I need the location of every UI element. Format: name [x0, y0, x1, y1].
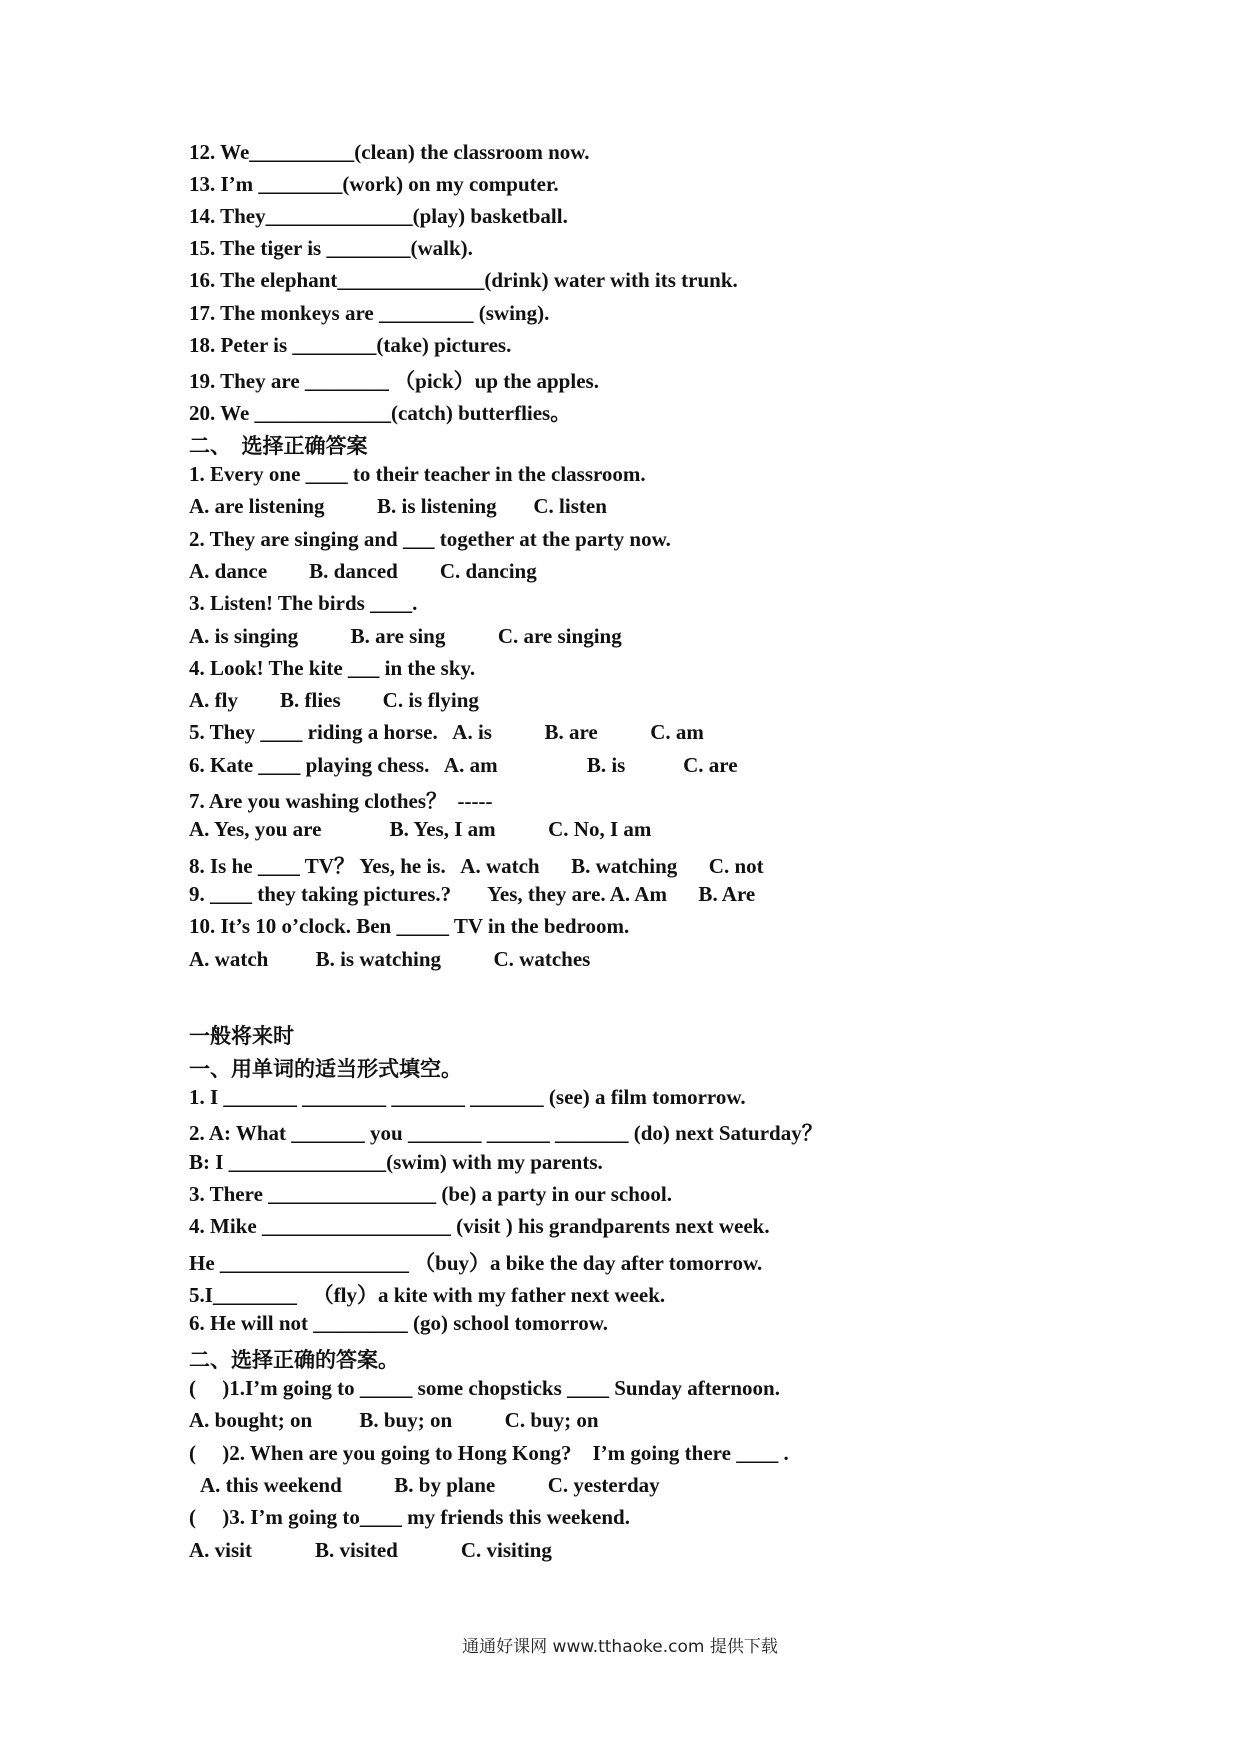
section-heading-choice-2: 二、选择正确的答案。 [189, 1348, 399, 1372]
question-14: 14. They______________(play) basketball. [189, 204, 568, 228]
question-18: 18. Peter is ________(take) pictures. [189, 333, 512, 357]
section-heading-fill-blank: 一、用单词的适当形式填空。 [189, 1057, 462, 1081]
footer-download-source: 通通好课网 www.tthaoke.com 提供下载 [462, 1637, 778, 1657]
future-question-4a: 4. Mike __________________ (visit ) his grandparents next week. [189, 1214, 770, 1238]
future-question-6: 6. He will not _________ (go) school tomorrow. [189, 1311, 608, 1335]
question-20: 20. We _____________(catch) butterflies。 [189, 401, 572, 425]
choice-options-1: A. are listening B. is listening C. listen [189, 494, 607, 518]
future-choice-question-1: ( )1.I’m going to _____ some chopsticks ____ Sunday afternoon. [189, 1376, 780, 1400]
future-question-2b: B: I _______________(swim) with my parents. [189, 1150, 603, 1174]
choice-question-9: 9. ____ they taking pictures.? Yes, they are. A. Am B. Are [189, 882, 756, 906]
future-question-2a: 2. A: What _______ you _______ ______ _______ (do) next Saturday？ [189, 1121, 823, 1145]
future-choice-options-1: A. bought; on B. buy; on C. buy; on [189, 1408, 599, 1432]
future-choice-question-2: ( )2. When are you going to Hong Kong? I’m going there ____ . [189, 1441, 789, 1465]
future-choice-options-2: A. this weekend B. by plane C. yesterday [200, 1473, 660, 1497]
section-heading-choice-1: 二、 选择正确答案 [189, 434, 368, 458]
future-question-1: 1. I _______ ________ _______ _______ (see) a film tomorrow. [189, 1085, 746, 1109]
future-question-4b: He __________________ （buy）a bike the day after tomorrow. [189, 1251, 763, 1275]
future-choice-question-3: ( )3. I’m going to____ my friends this weekend. [189, 1505, 630, 1529]
choice-options-7: A. Yes, you are B. Yes, I am C. No, I am [189, 817, 652, 841]
question-13: 13. I’m ________(work) on my computer. [189, 172, 559, 196]
future-question-3: 3. There ________________ (be) a party in our school. [189, 1182, 673, 1206]
choice-question-8: 8. Is he ____ TV？ Yes, he is. A. watch B. watching C. not [189, 854, 764, 878]
section-title-future-tense: 一般将来时 [189, 1024, 294, 1048]
choice-question-3: 3. Listen! The birds ____. [189, 591, 418, 615]
future-choice-options-3: A. visit B. visited C. visiting [189, 1538, 552, 1562]
question-16: 16. The elephant______________(drink) water with its trunk. [189, 268, 738, 292]
choice-question-7: 7. Are you washing clothes？ ----- [189, 789, 493, 813]
question-17: 17. The monkeys are _________ (swing). [189, 301, 550, 325]
question-12: 12. We__________(clean) the classroom now. [189, 140, 590, 164]
choice-options-4: A. fly B. flies C. is flying [189, 688, 479, 712]
choice-question-10: 10. It’s 10 o’clock. Ben _____ TV in the bedroom. [189, 914, 630, 938]
question-15: 15. The tiger is ________(walk). [189, 236, 473, 260]
choice-question-6: 6. Kate ____ playing chess. A. am B. is C. are [189, 753, 738, 777]
choice-options-10: A. watch B. is watching C. watches [189, 947, 591, 971]
choice-options-3: A. is singing B. are sing C. are singing [189, 624, 622, 648]
question-19: 19. They are ________ （pick）up the apples. [189, 369, 599, 393]
choice-question-5: 5. They ____ riding a horse. A. is B. are C. am [189, 720, 704, 744]
choice-question-2: 2. They are singing and ___ together at the party now. [189, 527, 671, 551]
choice-question-4: 4. Look! The kite ___ in the sky. [189, 656, 476, 680]
choice-options-2: A. dance B. danced C. dancing [189, 559, 537, 583]
choice-question-1: 1. Every one ____ to their teacher in the classroom. [189, 462, 646, 486]
future-question-5: 5.I________ （fly）a kite with my father next week. [189, 1283, 666, 1307]
